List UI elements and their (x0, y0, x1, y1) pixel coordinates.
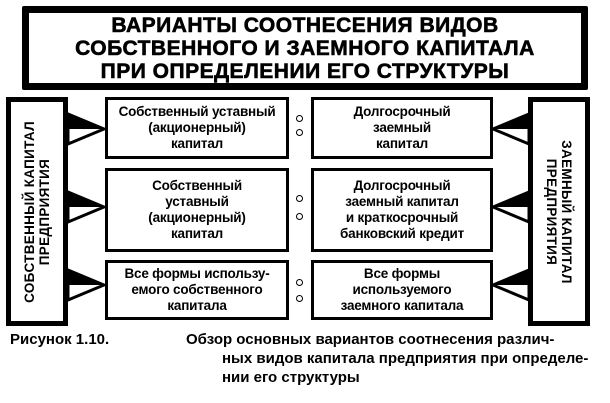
title-line-2: СОБСТВЕННОГО И ЗАЕМНОГО КАПИТАЛА (75, 36, 535, 60)
borrowed-capital-box-1-text: Долгосрочный заемный капитал (353, 104, 451, 151)
borrowed-capital-label-line-1: ЗАЕМНЫЙ КАПИТАЛ (559, 139, 574, 284)
borrowed-capital-box-2 (311, 168, 493, 252)
borrowed-capital-label-line-2: ПРЕДПРИЯТИЯ (544, 158, 559, 265)
borrowed-capital-box-3-text: Все формы используемого заемного капитала (340, 266, 464, 313)
borrowed-capital-box-2-text: Долгосрочный заемный капитал и краткосрочный банковский кредит (340, 178, 464, 241)
title-banner (22, 6, 588, 90)
arrow-right-icon (66, 268, 106, 302)
figure-caption-line-1: Обзор основных вариантов соотнесения различ- (186, 331, 555, 348)
arrow-right-icon (66, 112, 106, 146)
connector-dot (296, 279, 303, 286)
arrow-right-icon (66, 190, 106, 224)
borrowed-capital-box-1 (311, 97, 493, 159)
own-capital-box-3-text: Все формы использу- емого собственного капитала (124, 266, 270, 313)
figure-caption-line-3: нии его структуры (222, 369, 360, 386)
arrow-left-icon (491, 112, 531, 146)
figure-caption-number: Рисунок 1.10. (10, 331, 110, 348)
own-capital-box-2-text: Собственный уставный (акционерный) капитал (148, 178, 246, 241)
own-capital-box-1 (105, 97, 289, 159)
own-capital-column (6, 97, 68, 326)
arrow-left-icon (491, 268, 531, 302)
connector-dot (296, 129, 303, 136)
own-capital-label-line-2: ПРЕДПРИЯТИЯ (37, 158, 52, 265)
own-capital-label (22, 121, 52, 303)
title-line-3: ПРИ ОПРЕДЕЛЕНИИ ЕГО СТРУКТУРЫ (100, 59, 510, 83)
connector-dot (296, 213, 303, 220)
connector-dot (296, 195, 303, 202)
connector-dot (296, 115, 303, 122)
title-banner-frame (27, 11, 583, 85)
arrow-left-icon (491, 190, 531, 224)
own-capital-box-2 (105, 168, 289, 252)
borrowed-capital-column (528, 97, 590, 326)
figure-caption-line-2: ных видов капитала предприятия при определе- (222, 350, 589, 367)
connector-dot (296, 295, 303, 302)
title-line-1: ВАРИАНТЫ СООТНЕСЕНИЯ ВИДОВ (111, 13, 499, 37)
own-capital-box-1-text: Собственный уставный (акционерный) капитал (118, 104, 276, 151)
borrowed-capital-box-3 (311, 260, 493, 320)
own-capital-box-3 (105, 260, 289, 320)
own-capital-label-line-1: СОБСТВЕННЫЙ КАПИТАЛ (22, 120, 37, 303)
borrowed-capital-label (544, 140, 574, 283)
